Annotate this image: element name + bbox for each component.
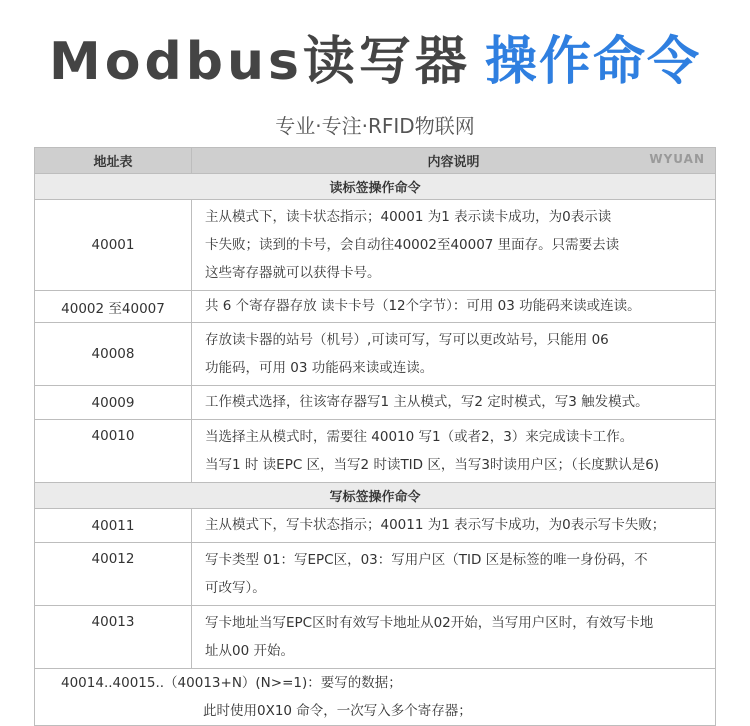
section-row-read	[35, 174, 716, 200]
address-cell: 40002 至40007	[35, 291, 192, 323]
description-line: 可改写）。	[205, 580, 266, 596]
description-cell	[192, 386, 716, 420]
table-header-row	[35, 148, 716, 174]
description-line: 写卡类型 01：写EPC区，03：写用户区（TID 区是标签的唯一身份码，不	[205, 552, 648, 568]
description-cell	[192, 543, 716, 606]
table-row	[35, 291, 716, 323]
section-row-write	[35, 483, 716, 509]
description-line: 主从模式下，写卡状态指示；40011 为1 表示写卡成功，为0表示写卡失败；	[205, 517, 666, 533]
table-row	[35, 420, 716, 483]
table-row-final	[35, 669, 716, 726]
title-accent: 操作命令	[484, 32, 701, 92]
table-row	[35, 200, 716, 291]
address-cell: 40009	[35, 386, 192, 420]
description-line: 工作模式选择，往该寄存器写1 主从模式，写2 定时模式，写3 触发模式。	[205, 394, 649, 410]
description-line: 主从模式下，读卡状态指示；40001 为1 表示读卡成功，为0表示读	[205, 209, 612, 225]
final-line-1: 40014..40015..（40013+N）(N>=1)：要写的数据；	[61, 675, 402, 691]
column-header-description	[192, 148, 716, 174]
description-cell	[192, 509, 716, 543]
table-row	[35, 543, 716, 606]
description-line: 当写1 时 读EPC 区，当写2 时读TID 区，当写3时读用户区；（长度默认是6)	[205, 457, 660, 473]
table-row	[35, 323, 716, 386]
description-line: 存放读卡器的站号（机号）,可读可写，写可以更改站号，只能用 06	[205, 332, 609, 348]
final-cell	[35, 669, 716, 726]
address-cell: 40001	[35, 200, 192, 291]
table-row	[35, 386, 716, 420]
title-main: Modbus读写器	[49, 32, 471, 92]
table-row	[35, 509, 716, 543]
description-line: 写卡地址当写EPC区时有效写卡地址从02开始，当写用户区时，有效写卡地	[205, 615, 654, 631]
description-line: 这些寄存器就可以获得卡号。	[205, 265, 381, 281]
table-row	[35, 606, 716, 669]
description-cell	[192, 323, 716, 386]
description-line: 址从00 开始。	[205, 643, 294, 659]
address-cell: 40010	[35, 420, 192, 483]
address-cell: 40011	[35, 509, 192, 543]
description-cell	[192, 291, 716, 323]
section-title-write: 写标签操作命令	[35, 483, 716, 509]
description-cell	[192, 606, 716, 669]
address-table	[34, 147, 716, 726]
brand-watermark: WYUAN	[649, 152, 705, 166]
address-cell: 40012	[35, 543, 192, 606]
final-line-2: 此时使用0X10 命令，一次写入多个寄存器；	[203, 703, 472, 719]
address-cell: 40008	[35, 323, 192, 386]
column-header-description-label: 内容说明	[427, 155, 480, 170]
description-line: 功能码，可用 03 功能码来读或连读。	[205, 360, 434, 376]
page-subtitle: 专业·专注·RFID物联网	[275, 114, 475, 138]
address-cell: 40013	[35, 606, 192, 669]
page-title	[0, 30, 750, 94]
section-title-read: 读标签操作命令	[35, 174, 716, 200]
description-line: 共 6 个寄存器存放 读卡卡号（12个字节）：可用 03 功能码来读或连读。	[205, 298, 641, 314]
column-header-address: 地址表	[35, 148, 192, 174]
description-line: 卡失败；读到的卡号，会自动往40002至40007 里面存。只需要去读	[205, 237, 620, 253]
description-cell	[192, 200, 716, 291]
description-cell	[192, 420, 716, 483]
description-line: 当选择主从模式时，需要往 40010 写1（或者2，3）来完成读卡工作。	[205, 429, 634, 445]
